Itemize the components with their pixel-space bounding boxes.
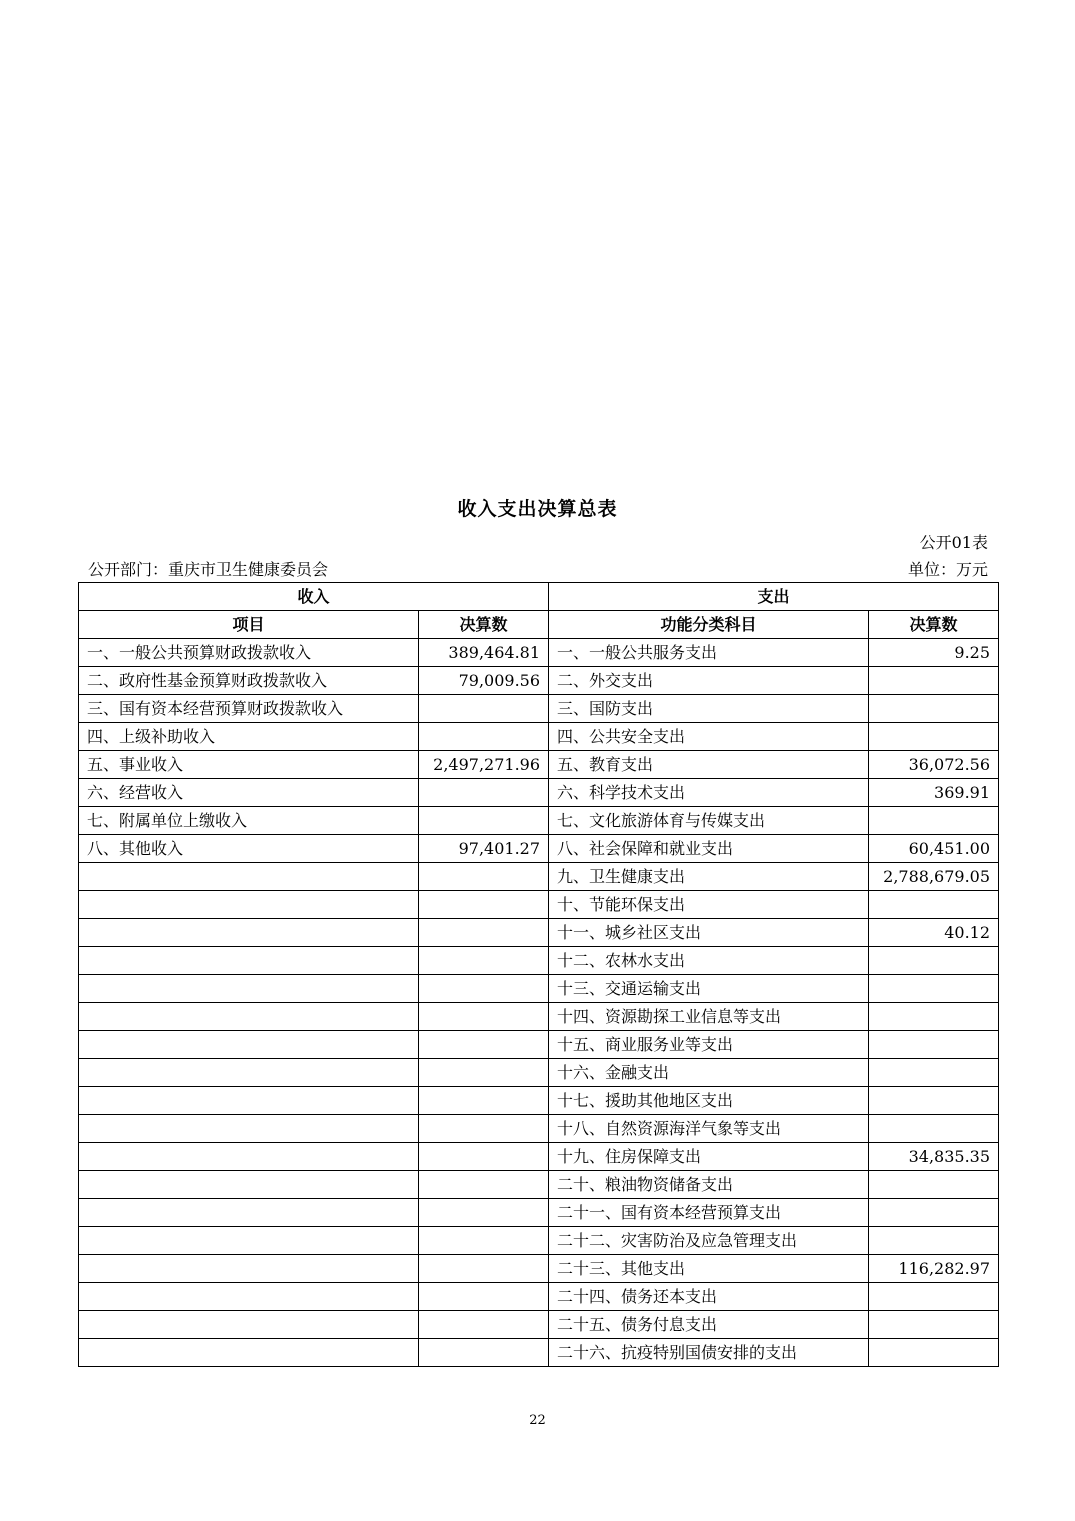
expense-amount-cell	[869, 695, 999, 723]
income-amount-cell	[419, 695, 549, 723]
expense-amount-cell: 116,282.97	[869, 1255, 999, 1283]
expense-item-cell: 四、公共安全支出	[549, 723, 869, 751]
income-item-cell: 一、一般公共预算财政拨款收入	[79, 639, 419, 667]
table-row	[79, 695, 999, 723]
expense-amount-cell: 40.12	[869, 919, 999, 947]
expense-item-cell: 七、文化旅游体育与传媒支出	[549, 807, 869, 835]
table-row	[79, 1115, 999, 1143]
income-item-cell: 五、事业收入	[79, 751, 419, 779]
expense-item-cell: 十七、援助其他地区支出	[549, 1087, 869, 1115]
income-amount-cell	[419, 779, 549, 807]
table-row	[79, 1143, 999, 1171]
expense-item-cell: 二十六、抗疫特别国债安排的支出	[549, 1339, 869, 1367]
table-row	[79, 1283, 999, 1311]
table-row	[79, 667, 999, 695]
income-amount-cell: 389,464.81	[419, 639, 549, 667]
income-item-cell	[79, 1059, 419, 1087]
col-header-income-amount: 决算数	[419, 611, 549, 639]
department-label: 公开部门：重庆市卫生健康委员会	[88, 560, 329, 579]
expense-amount-cell	[869, 1199, 999, 1227]
income-amount-cell	[419, 1283, 549, 1311]
income-item-cell: 六、经营收入	[79, 779, 419, 807]
table-row	[79, 1339, 999, 1367]
income-item-cell	[79, 975, 419, 1003]
income-item-cell	[79, 1087, 419, 1115]
expense-amount-cell	[869, 1227, 999, 1255]
income-amount-cell	[419, 1031, 549, 1059]
income-item-cell	[79, 1143, 419, 1171]
income-amount-cell	[419, 919, 549, 947]
income-amount-cell	[419, 1003, 549, 1031]
expense-item-cell: 二十四、债务还本支出	[549, 1283, 869, 1311]
expense-item-cell: 二十二、灾害防治及应急管理支出	[549, 1227, 869, 1255]
expense-amount-cell: 34,835.35	[869, 1143, 999, 1171]
expense-amount-cell	[869, 1311, 999, 1339]
income-amount-cell	[419, 863, 549, 891]
expense-item-cell: 六、科学技术支出	[549, 779, 869, 807]
expense-amount-cell	[869, 1171, 999, 1199]
income-amount-cell	[419, 1143, 549, 1171]
table-row	[79, 807, 999, 835]
income-item-cell	[79, 1227, 419, 1255]
expense-item-cell: 十六、金融支出	[549, 1059, 869, 1087]
table-row	[79, 779, 999, 807]
table-row	[79, 947, 999, 975]
income-item-cell	[79, 1255, 419, 1283]
table-row	[79, 1171, 999, 1199]
expense-item-cell: 十一、城乡社区支出	[549, 919, 869, 947]
expense-amount-cell	[869, 1059, 999, 1087]
expense-amount-cell	[869, 891, 999, 919]
expense-item-cell: 五、教育支出	[549, 751, 869, 779]
income-item-cell	[79, 891, 419, 919]
income-item-cell	[79, 1115, 419, 1143]
table-group-header-row	[79, 583, 999, 611]
expense-item-cell: 十三、交通运输支出	[549, 975, 869, 1003]
table-row	[79, 1003, 999, 1031]
unit-label: 单位：万元	[907, 560, 988, 579]
expense-item-cell: 十二、农林水支出	[549, 947, 869, 975]
table-row	[79, 1031, 999, 1059]
expense-item-cell: 十八、自然资源海洋气象等支出	[549, 1115, 869, 1143]
table-row	[79, 1311, 999, 1339]
income-amount-cell	[419, 1255, 549, 1283]
expense-amount-cell	[869, 1087, 999, 1115]
expense-item-cell: 三、国防支出	[549, 695, 869, 723]
income-item-cell: 四、上级补助收入	[79, 723, 419, 751]
table-row	[79, 751, 999, 779]
expense-item-cell: 二十、粮油物资储备支出	[549, 1171, 869, 1199]
expense-item-cell: 十四、资源勘探工业信息等支出	[549, 1003, 869, 1031]
income-amount-cell	[419, 723, 549, 751]
expense-item-cell: 二十三、其他支出	[549, 1255, 869, 1283]
income-amount-cell	[419, 1311, 549, 1339]
expense-amount-cell	[869, 947, 999, 975]
income-item-cell	[79, 919, 419, 947]
income-amount-cell	[419, 1087, 549, 1115]
income-amount-cell	[419, 891, 549, 919]
table-column-header-row	[79, 611, 999, 639]
expense-amount-cell	[869, 1031, 999, 1059]
table-row	[79, 891, 999, 919]
expense-amount-cell	[869, 1115, 999, 1143]
income-amount-cell	[419, 807, 549, 835]
income-amount-cell	[419, 1115, 549, 1143]
income-amount-cell	[419, 1171, 549, 1199]
income-item-cell: 八、其他收入	[79, 835, 419, 863]
expense-item-cell: 一、一般公共服务支出	[549, 639, 869, 667]
expense-amount-cell: 60,451.00	[869, 835, 999, 863]
table-row	[79, 1227, 999, 1255]
expense-item-cell: 二、外交支出	[549, 667, 869, 695]
expense-amount-cell	[869, 1339, 999, 1367]
expense-amount-cell: 369.91	[869, 779, 999, 807]
expense-amount-cell: 9.25	[869, 639, 999, 667]
expense-item-cell: 十五、商业服务业等支出	[549, 1031, 869, 1059]
page-number: 22	[529, 1413, 546, 1428]
income-item-cell	[79, 1339, 419, 1367]
income-amount-cell: 2,497,271.96	[419, 751, 549, 779]
income-amount-cell	[419, 1227, 549, 1255]
income-header: 收入	[79, 583, 549, 611]
table-row	[79, 639, 999, 667]
expense-item-cell: 九、卫生健康支出	[549, 863, 869, 891]
expense-amount-cell	[869, 1003, 999, 1031]
income-item-cell	[79, 1199, 419, 1227]
table-row	[79, 835, 999, 863]
income-item-cell	[79, 863, 419, 891]
expense-amount-cell	[869, 1283, 999, 1311]
income-item-cell	[79, 947, 419, 975]
income-item-cell	[79, 1311, 419, 1339]
income-expense-table	[78, 582, 999, 1367]
table-row	[79, 1199, 999, 1227]
income-item-cell: 二、政府性基金预算财政拨款收入	[79, 667, 419, 695]
col-header-item: 项目	[79, 611, 419, 639]
expense-item-cell: 八、社会保障和就业支出	[549, 835, 869, 863]
income-amount-cell	[419, 1059, 549, 1087]
table-row	[79, 863, 999, 891]
income-item-cell	[79, 1171, 419, 1199]
expense-amount-cell	[869, 807, 999, 835]
expense-item-cell: 十九、住房保障支出	[549, 1143, 869, 1171]
income-amount-cell	[419, 1199, 549, 1227]
table-row	[79, 723, 999, 751]
expense-amount-cell	[869, 975, 999, 1003]
expense-item-cell: 二十五、债务付息支出	[549, 1311, 869, 1339]
expense-amount-cell	[869, 723, 999, 751]
income-item-cell	[79, 1283, 419, 1311]
expense-item-cell: 二十一、国有资本经营预算支出	[549, 1199, 869, 1227]
expense-amount-cell	[869, 667, 999, 695]
income-amount-cell	[419, 1339, 549, 1367]
expense-amount-cell: 36,072.56	[869, 751, 999, 779]
income-item-cell	[79, 1003, 419, 1031]
income-item-cell	[79, 1031, 419, 1059]
income-amount-cell: 97,401.27	[419, 835, 549, 863]
expense-header: 支出	[549, 583, 999, 611]
income-item-cell: 三、国有资本经营预算财政拨款收入	[79, 695, 419, 723]
table-row	[79, 975, 999, 1003]
table-row	[79, 919, 999, 947]
expense-amount-cell: 2,788,679.05	[869, 863, 999, 891]
income-amount-cell: 79,009.56	[419, 667, 549, 695]
col-header-function: 功能分类科目	[549, 611, 869, 639]
form-number: 公开01表	[919, 533, 988, 552]
table-row	[79, 1087, 999, 1115]
table-row	[79, 1255, 999, 1283]
col-header-expense-amount: 决算数	[869, 611, 999, 639]
page-title: 收入支出决算总表	[457, 498, 618, 520]
income-amount-cell	[419, 947, 549, 975]
expense-item-cell: 十、节能环保支出	[549, 891, 869, 919]
income-amount-cell	[419, 975, 549, 1003]
table-row	[79, 1059, 999, 1087]
income-item-cell: 七、附属单位上缴收入	[79, 807, 419, 835]
